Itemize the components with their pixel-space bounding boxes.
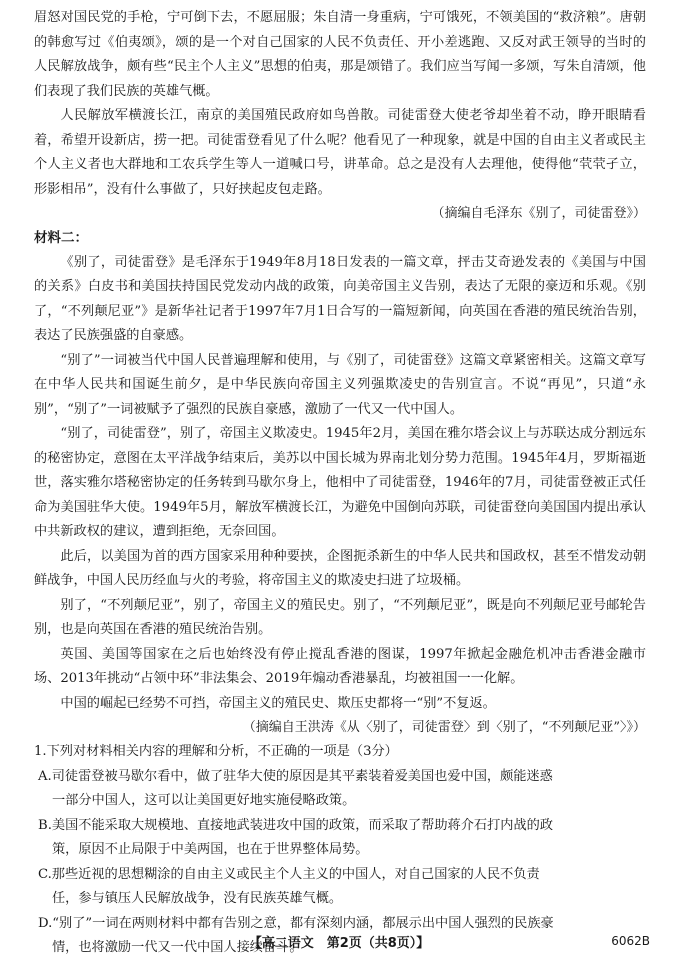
option-d: D.“别了”一词在两则材料中都有告别之意，都有深刻内涵，都展示出中国人强烈的民族豪 bbox=[38, 915, 554, 931]
option-b-cont: 策，原因不止局限于中美两国，也在于世界整体局势。 bbox=[52, 842, 369, 857]
option-c-cont: 任，参与镇压人民解放战争，没有民族英雄气概。 bbox=[52, 891, 343, 906]
passage2-paragraph: “别了，司徒雷登”，别了，帝国主义欺凌史。1945年2月，美国在雅尔塔会议上与苏联达成分割远东的秘密协定，意图在太平洋战争结束后，美苏以中国长城为界南北划分势力范围。1945年4月，罗斯福逝世，落实雅尔塔秘密协定的任务转到马歇尔身上，他相中了司徒雷登，1946年的7月，司徒雷登被正式任命为美国驻华大使。1949年5月，解放军横渡长江，为避免中国倒向苏联，司徒雷登向美国国内提出承认中共新政权的建议，遭到拒绝，无奈回国。 bbox=[34, 426, 646, 539]
passage1-paragraph: 眉怒对国民党的手枪，宁可倒下去，不愿屈服；朱自清一身重病，宁可饿死，不领美国的“救济粮”。唐朝的韩愈写过《伯夷颂》，颂的是一个对自己国家的人民不负责任、开小差逃跑、又反对武王领导的当时的人民解放战争，颇有些“民主个人主义”思想的伯夷，那是颂错了。我们应当写闻一多颂，写朱自清颂，他们表现了我们民族的英雄气概。 bbox=[34, 10, 646, 99]
passage2-paragraph: 别了，“不列颠尼亚”，别了，帝国主义的殖民史。别了，“不列颠尼亚”，既是向不列颠尼亚号邮轮告别，也是向英国在香港的殖民统治告别。 bbox=[34, 597, 646, 637]
footer-page-label: 【高二语文 第2页（共8页）】 bbox=[248, 936, 430, 951]
page-content bbox=[34, 6, 646, 961]
passage1-source: （摘编自毛泽东《别了，司徒雷登》） bbox=[431, 206, 646, 221]
passage1-paragraph: 人民解放军横渡长江，南京的美国殖民政府如鸟兽散。司徒雷登大使老爷却坐着不动，睁开眼睛看着，希望开设新店，捞一把。司徒雷登看见了什么呢？他看见了一种现象，就是中国的自由主义者或民主个人主义者也大群地和工农兵学生等人一道喊口号，讲革命。总之是没有人去理他，使得他“茕茕孑立，形影相吊”，没有什么事做了，只好挟起皮包走路。 bbox=[34, 108, 646, 197]
passage2-source: （摘编自王洪涛《从〈别了，司徒雷登〉到〈别了，“不列颠尼亚”〉》） bbox=[242, 720, 646, 735]
option-a-cont: 一部分中国人，这可以让美国更好地实施侵略政策。 bbox=[52, 793, 356, 808]
option-d-cont: 情，也将激励一代又一代中国人接续奋斗。 bbox=[52, 940, 303, 955]
page-footer bbox=[0, 930, 678, 956]
option-b: B.美国不能采取大规模地、直接地武装进攻中国的政策，而采取了帮助蒋介石打内战的政 bbox=[38, 817, 554, 833]
passage2-paragraph: 中国的崛起已经势不可挡，帝国主义的殖民史、欺压史都将一“别”不复返。 bbox=[60, 695, 496, 711]
passage2-paragraph: “别了”一词被当代中国人民普遍理解和使用，与《别了，司徒雷登》这篇文章紧密相关。这篇文章写在中华人民共和国诞生前夕，是中华民族向帝国主义列强欺凌史的告别宣言。不说“再见”，只道“永别”，“别了”一词被赋予了强烈的民族自豪感，激励了一代又一代中国人。 bbox=[34, 352, 646, 417]
passage2-heading: 材料二： bbox=[34, 230, 88, 246]
passage2-paragraph: 英国、美国等国家在之后也始终没有停止搅乱香港的图谋，1997年掀起金融危机冲击香港金融市场、2013年挑动“占领中环”非法集会、2019年煽动香港暴乱，均被祖国一一化解。 bbox=[34, 646, 646, 686]
passage2-paragraph: 此后，以美国为首的西方国家采用种种要挟，企图扼杀新生的中华人民共和国政权，甚至不惜发动朝鲜战争，中国人民历经血与火的考验，将帝国主义的欺凌史扫进了垃圾桶。 bbox=[34, 548, 646, 588]
question-stem: 1.下列对材料相关内容的理解和分析，不正确的一项是（3分） bbox=[34, 744, 398, 759]
option-c: C.那些近视的思想糊涂的自由主义或民主个人主义的中国人，对自己国家的人民不负责 bbox=[38, 866, 540, 882]
option-a: A.司徒雷登被马歇尔看中，做了驻华大使的原因是其平素装着爱美国也爱中国，颇能迷惑 bbox=[38, 768, 553, 784]
passage2-paragraph: 《别了，司徒雷登》是毛泽东于1949年8月18日发表的一篇文章，抨击艾奇逊发表的《美国与中国的关系》白皮书和美国扶持国民党发动内战的政策，向美帝国主义告别，表达了无限的豪迈和乐观。《别了，“不列颠尼亚”》是新华社记者于1997年7月1日合写的一篇短新闻，向英国在香港的殖民统治告别，表达了民族强盛的自豪感。 bbox=[34, 254, 646, 343]
footer-exam-code: 6062B bbox=[611, 934, 650, 948]
